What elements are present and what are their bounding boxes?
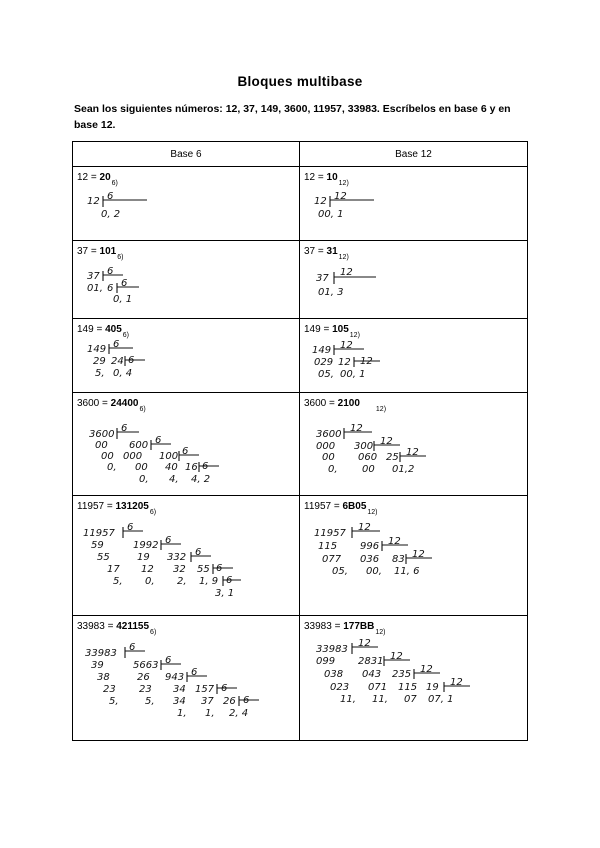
hw-remainder: 00 <box>362 464 375 475</box>
hw-remainder: 11, 6 <box>394 566 420 577</box>
equation-base: 12) <box>367 509 378 516</box>
hw-remainder: 2, 4 <box>229 708 249 719</box>
hw-remainder: 5, <box>113 576 123 587</box>
hw-divisor: 6 <box>221 683 228 694</box>
equation-base: 12) <box>349 332 360 339</box>
hw-remainder: 5, <box>109 696 119 707</box>
hw-remainder: 07, 1 <box>428 694 454 705</box>
hw-remainder: 4, <box>169 474 179 485</box>
hw-partial: 55 <box>97 552 110 563</box>
hw-dividend: 149 <box>312 345 332 356</box>
handwritten-division <box>73 393 300 496</box>
handwritten-division <box>300 393 528 496</box>
hw-remainder: 1, <box>205 708 215 719</box>
hw-remainder: 11, <box>340 694 356 705</box>
hw-quotient: 943 <box>165 672 185 683</box>
hw-remainder: 2, <box>177 576 187 587</box>
hw-divisor: 6 <box>121 278 128 289</box>
hw-quotient: 157 <box>195 684 215 695</box>
hw-divisor: 12 <box>388 536 401 547</box>
hw-quotient: 996 <box>360 541 380 552</box>
hw-partial: 19 <box>137 552 150 563</box>
hw-remainder: 2 <box>408 464 415 475</box>
hw-divisor: 6 <box>128 355 135 366</box>
hw-divisor: 12 <box>412 549 425 560</box>
cell-base6 <box>73 167 300 241</box>
hw-partial: 060 <box>358 452 378 463</box>
hw-quotient: 2831 <box>358 656 384 667</box>
hw-quotient: 25 <box>386 452 399 463</box>
hw-partial: 23 <box>103 684 116 695</box>
hw-partial: 17 <box>107 564 120 575</box>
hw-remainder: 0, <box>139 474 149 485</box>
hw-quotient: 24 <box>111 356 124 367</box>
hw-divisor: 6 <box>107 191 114 202</box>
hw-divisor: 6 <box>129 642 136 653</box>
hw-partial: 12 <box>141 564 154 575</box>
hw-divisor: 6 <box>121 423 128 434</box>
equation-lhs: 149 = <box>77 324 106 335</box>
hw-dividend: 11957 <box>314 528 346 539</box>
hw-remainder: 01, <box>392 464 408 475</box>
cell-base12 <box>300 241 528 319</box>
hw-divisor: 12 <box>450 677 463 688</box>
hw-quotient: 83 <box>392 554 405 565</box>
equation-lhs: 3600 = <box>77 398 111 409</box>
hw-partial: 38 <box>97 672 110 683</box>
hw-divisor: 6 <box>191 667 198 678</box>
table-row <box>73 496 528 616</box>
hw-dividend: 37 <box>316 273 329 284</box>
handwritten-division <box>73 167 300 241</box>
handwritten-division <box>73 319 300 393</box>
hw-divisor: 6 <box>243 695 250 706</box>
hw-partial: 038 <box>324 669 344 680</box>
cell-base6 <box>73 496 300 616</box>
hw-remainder: 01, 3 <box>318 287 344 298</box>
hw-partial: 39 <box>91 660 104 671</box>
hw-partial: 036 <box>360 554 380 565</box>
equation-lhs: 12 = <box>304 172 327 183</box>
page-title: Bloques multibase <box>237 74 363 89</box>
hw-divisor: 6 <box>195 547 202 558</box>
table-row <box>73 319 528 393</box>
hw-divisor: 6 <box>216 563 223 574</box>
hw-remainder: 0, <box>107 462 117 473</box>
equation-lhs: 11957 = <box>77 501 116 512</box>
hw-partial: 099 <box>316 656 336 667</box>
cell-base12 <box>300 393 528 496</box>
hw-divisor: 12 <box>380 436 393 447</box>
hw-remainder: 07 <box>404 694 417 705</box>
hw-remainder: 5, <box>95 368 105 379</box>
equation-value: 101 <box>99 246 117 257</box>
header-base12: Base 12 <box>300 142 528 167</box>
handwritten-division <box>300 167 528 241</box>
equation-lhs: 37 = <box>77 246 100 257</box>
hw-partial: 32 <box>173 564 186 575</box>
hw-partial: 34 <box>173 696 186 707</box>
hw-partial: 077 <box>322 554 342 565</box>
equation-lhs: 11957 = <box>304 501 343 512</box>
hw-partial: 029 <box>314 357 334 368</box>
hw-dividend: 3600 <box>89 429 115 440</box>
hw-partial: 115 <box>318 541 338 552</box>
cell-base6 <box>73 241 300 319</box>
equation-base: 12) <box>375 629 386 636</box>
hw-divisor: 6 <box>113 339 120 350</box>
equation-value: 405 <box>105 324 122 335</box>
hw-partial: 00 <box>135 462 148 473</box>
hw-quotient: 300 <box>354 441 374 452</box>
conversion-table <box>72 141 528 741</box>
hw-remainder: 0, 2 <box>101 209 121 220</box>
hw-quotient: 1992 <box>133 540 159 551</box>
hw-divisor: 12 <box>340 267 353 278</box>
equation-lhs: 149 = <box>304 324 333 335</box>
instructions: Sean los siguientes números: 12, 37, 149, 3600, 11957, 33983. Escríbelos en base 6 y en base 12. <box>74 103 511 131</box>
cell-base12 <box>300 167 528 241</box>
handwritten-division <box>73 496 300 616</box>
hw-quotient: 55 <box>197 564 210 575</box>
hw-dividend: 37 <box>87 271 100 282</box>
hw-remainder: 11, <box>372 694 388 705</box>
hw-remainder: 01, <box>87 283 103 294</box>
hw-remainder: 00, <box>366 566 382 577</box>
hw-divisor: 6 <box>202 461 209 472</box>
hw-quotient: 1, 9 <box>199 576 219 587</box>
hw-partial: 000 <box>316 441 336 452</box>
equation-value: 24400 <box>110 398 139 409</box>
hw-remainder: 05, <box>318 369 334 380</box>
hw-partial: 23 <box>139 684 152 695</box>
hw-partial: 40 <box>165 462 178 473</box>
hw-divisor: 12 <box>360 356 373 367</box>
hw-divisor: 6 <box>155 435 162 446</box>
equation-base: 12) <box>338 180 349 187</box>
equation-base: 6) <box>150 629 157 636</box>
handwritten-division <box>300 241 528 319</box>
hw-partial: 26 <box>137 672 150 683</box>
hw-partial: 59 <box>91 540 104 551</box>
hw-remainder: 0, <box>145 576 155 587</box>
hw-partial: 00 <box>101 451 114 462</box>
equation-base: 6) <box>122 332 130 339</box>
hw-divisor: 12 <box>334 191 347 202</box>
handwritten-division <box>300 496 528 616</box>
hw-divisor: 12 <box>406 447 419 458</box>
equation-base: 12) <box>375 406 387 413</box>
hw-dividend: 12 <box>87 196 100 207</box>
hw-divisor: 6 <box>182 446 189 457</box>
cell-base6 <box>73 319 300 393</box>
hw-partial: 115 <box>398 682 418 693</box>
hw-dividend: 12 <box>314 196 327 207</box>
hw-remainder: 3, 1 <box>215 588 235 599</box>
hw-partial: 00 <box>322 452 335 463</box>
hw-quotient: 19 <box>426 682 439 693</box>
equation-lhs: 3600 = <box>304 398 338 409</box>
hw-remainder: 00, 1 <box>318 209 344 220</box>
equation-base: 6) <box>139 406 146 413</box>
hw-divisor: 12 <box>358 522 371 533</box>
hw-partial: 34 <box>173 684 186 695</box>
hw-partial: 023 <box>330 682 350 693</box>
table-header-row <box>73 142 528 167</box>
hw-divisor: 12 <box>358 638 371 649</box>
hw-remainder: 00, 1 <box>340 369 366 380</box>
hw-divisor: 12 <box>350 423 363 434</box>
equation-base: 6) <box>111 180 118 187</box>
cell-base12 <box>300 616 528 741</box>
hw-remainder: 05, <box>332 566 348 577</box>
handwritten-division <box>73 241 300 319</box>
hw-divisor: 6 <box>165 655 172 666</box>
handwritten-division <box>300 319 528 393</box>
hw-dividend: 3600 <box>316 429 342 440</box>
table-row <box>73 393 528 496</box>
table-row <box>73 241 528 319</box>
handwritten-division <box>73 616 300 741</box>
cell-base6 <box>73 616 300 741</box>
equation-value: 10 <box>326 172 338 183</box>
equation-lhs: 33983 = <box>77 621 117 632</box>
hw-divisor: 6 <box>127 522 134 533</box>
equation-base: 6) <box>149 509 157 516</box>
hw-divisor: 6 <box>165 535 172 546</box>
hw-partial: 000 <box>123 451 143 462</box>
table-row <box>73 167 528 241</box>
hw-remainder: 5, <box>145 696 155 707</box>
hw-dividend: 149 <box>87 344 107 355</box>
hw-divisor: 6 <box>107 266 114 277</box>
hw-quotient: 600 <box>129 440 149 451</box>
equation-value: 20 <box>99 172 111 183</box>
hw-quotient: 16 <box>185 462 198 473</box>
equation-value: 2100 <box>337 398 360 409</box>
hw-partial: 043 <box>362 669 382 680</box>
cell-base12 <box>300 496 528 616</box>
hw-remainder: 4, 2 <box>191 474 211 485</box>
hw-partial: 00 <box>95 440 108 451</box>
equation-value: 131205 <box>115 501 149 512</box>
equation-value: 177BB <box>343 621 375 632</box>
header-base6: Base 6 <box>73 142 300 167</box>
table-row <box>73 616 528 741</box>
hw-dividend: 11957 <box>83 528 115 539</box>
equation-lhs: 33983 = <box>304 621 344 632</box>
hw-quotient: 12 <box>338 357 351 368</box>
hw-quotient: 5663 <box>133 660 159 671</box>
equation-value: 421155 <box>116 621 150 632</box>
hw-divisor: 12 <box>340 340 353 351</box>
hw-dividend: 33983 <box>316 644 348 655</box>
hw-quotient: 6 <box>107 283 114 294</box>
hw-remainder: 0, <box>328 464 338 475</box>
equation-base: 6) <box>117 254 124 261</box>
equation-value: 6B05 <box>342 501 367 512</box>
hw-divisor: 6 <box>226 575 233 586</box>
cell-base6 <box>73 393 300 496</box>
hw-partial: 29 <box>93 356 106 367</box>
hw-partial: 37 <box>201 696 214 707</box>
hw-partial: 071 <box>368 682 388 693</box>
equation-lhs: 12 = <box>77 172 100 183</box>
equation-base: 12) <box>338 254 349 261</box>
equation-lhs: 37 = <box>304 246 327 257</box>
cell-base12 <box>300 319 528 393</box>
hw-quotient: 26 <box>223 696 236 707</box>
hw-divisor: 12 <box>390 651 403 662</box>
hw-quotient: 100 <box>159 451 179 462</box>
hw-divisor: 12 <box>420 664 433 675</box>
equation-value: 31 <box>326 246 338 257</box>
hw-remainder: 1, <box>177 708 187 719</box>
hw-remainder: 0, 1 <box>113 294 133 305</box>
hw-dividend: 33983 <box>85 648 117 659</box>
hw-quotient: 332 <box>167 552 187 563</box>
hw-quotient: 235 <box>392 669 412 680</box>
handwritten-division <box>300 616 528 741</box>
equation-value: 105 <box>332 324 349 335</box>
hw-remainder: 0, 4 <box>113 368 133 379</box>
